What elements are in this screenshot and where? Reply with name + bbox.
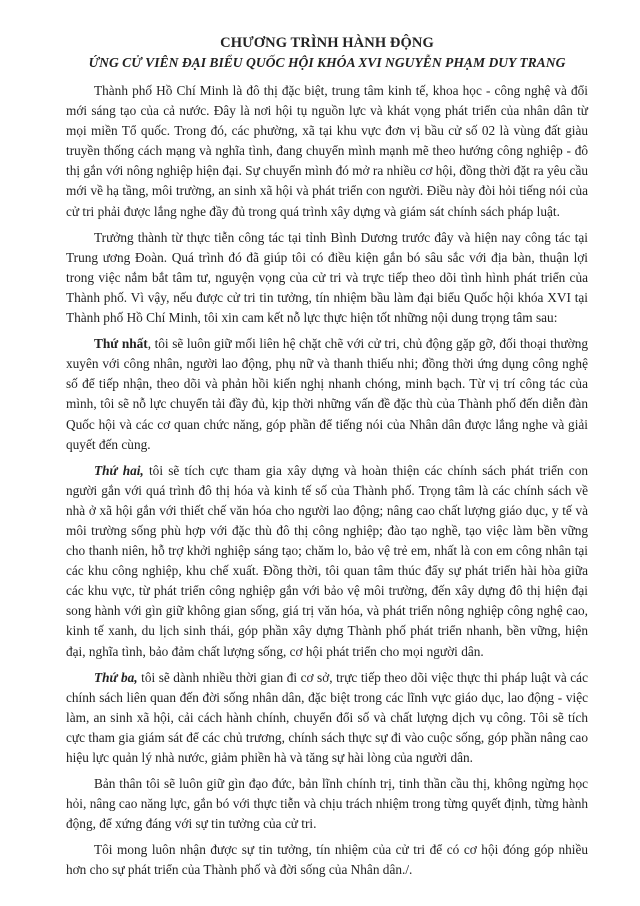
commitment-second-paragraph xyxy=(66,461,588,662)
paragraph-text: tôi sẽ dành nhiều thời gian đi cơ sở, trực tiếp theo dõi việc thực thi pháp luật và các chính sách liên quan đến đời sống nhân dân, đặc biệt trong các lĩnh vực giáo dục, lao động - việc làm, an sinh xã hội, cải cách hành chính, chuyển đổi số và chất lượng dịch vụ công. Tôi sẽ tích cực tham gia giám sát để các chủ trương, chính sách thực sự đi vào cuộc sống, góp phần nâng cao hiệu lực quản lý nhà nước, giảm phiền hà và tăng sự hài lòng của người dân. xyxy=(66,669,588,765)
intro-paragraph xyxy=(66,81,588,222)
paragraph-lead: Thứ hai, xyxy=(94,462,144,478)
paragraph-text: Trưởng thành từ thực tiễn công tác tại tỉnh Bình Dương trước đây và hiện nay công tác tại Trung ương Đoàn. Quá trình đó đã giúp tôi có điều kiện gắn bó sâu sắc với địa bàn, thuận lợi trong việc nắm bắt tâm tư, nguyện vọng của cử tri và trực tiếp theo dõi tình hình phát triển của Thành phố. Vì vậy, nếu được cử tri tin tưởng, tín nhiệm bầu làm đại biểu Quốc hội khóa XVI tại Thành phố Hồ Chí Minh, tôi xin cam kết nỗ lực thực hiện tốt những nội dung trọng tâm sau: xyxy=(66,229,588,326)
paragraph-lead: Thứ ba, xyxy=(94,669,138,685)
personal-pledge-paragraph xyxy=(66,774,588,834)
paragraph-lead: Thứ nhất xyxy=(94,336,148,352)
paragraph-text: Thành phố Hồ Chí Minh là đô thị đặc biệt, trung tâm kinh tế, khoa học - công nghệ và đổi mới sáng tạo của cả nước. Đây là nơi hội tụ nguồn lực và khát vọng phát triển của nhân dân từ mọi miền Tổ quốc. Trong đó, các phường, xã tại khu vực đơn vị bầu cử số 02 là vùng đất giàu truyền thống cách mạng và nghĩa tình, đang chuyển mình mạnh mẽ theo hướng công nghiệp - đô thị gắn với nông nghiệp hiện đại. Sự chuyển mình đó mở ra nhiều cơ hội, đồng thời đặt ra yêu cầu mới về hạ tầng, môi trường, an sinh xã hội và phát triển con người. Điều này đòi hỏi tiếng nói của cử tri phải được lắng nghe đầy đủ trong quá trình xây dựng và giám sát chính sách pháp luật. xyxy=(66,83,588,219)
document-title: CHƯƠNG TRÌNH HÀNH ĐỘNG xyxy=(220,35,434,51)
paragraph-text: tôi sẽ tích cực tham gia xây dựng và hoàn thiện các chính sách phát triển con người gắn với quá trình đô thị hóa và kinh tế số của Thành phố. Trọng tâm là các chính sách về nhà ở xã hội gắn với thiết chế văn hóa cho người lao động; nâng cao chất lượng giáo dục, y tế và môi trường sống phù hợp với đặc thù đô thị công nghiệp; đào tạo nghề, tạo việc làm bền vững cho thanh niên, hỗ trợ khởi nghiệp sáng tạo; chăm lo, bảo vệ trẻ em, nhất là con em công nhân tại các khu công nghiệp, khu chế xuất. Đồng thời, tôi quan tâm thúc đẩy sự phát triển hài hòa giữa các khu vực, từ phát triển công nghiệp gắn với bảo vệ môi trường, đến xây dựng đô thị hiện đại song hành với gìn giữ không gian sống, giá trị văn hóa, và phát triển nông nghiệp công nghệ cao, kinh tế xanh, du lịch sinh thái, góp phần xây dựng Thành phố phát triển nhanh, bền vững, hiện đại, nghĩa tình, bảo đảm chất lượng sống, cơ hội phát triển cho mọi người dân. xyxy=(66,462,588,659)
background-paragraph xyxy=(66,228,588,328)
paragraph-text: Tôi mong luôn nhận được sự tin tưởng, tín nhiệm của cử tri để có cơ hội đóng góp nhiều hơn cho sự phát triển của Thành phố và đời sống của Nhân dân./. xyxy=(66,842,588,878)
document-subtitle: ỨNG CỬ VIÊN ĐẠI BIỂU QUỐC HỘI KHÓA XVI NGUYỄN PHẠM DUY TRANG xyxy=(88,55,566,70)
commitment-first-paragraph xyxy=(66,334,588,455)
closing-paragraph xyxy=(66,840,588,880)
paragraph-text: , tôi sẽ luôn giữ mối liên hệ chặt chẽ với cử tri, chủ động gặp gỡ, đối thoại thường xuyên với công nhân, người lao động, phụ nữ và thanh thiếu nhi; đồng thời ứng dụng công nghệ số để tiếp nhận, theo dõi và phản hồi kiến nghị nhanh chóng, minh bạch. Từ vị trí công tác của mình, tôi sẽ nỗ lực chuyển tải đầy đủ, kịp thời những vấn đề đặc thù của Thành phố đến diễn đàn Quốc hội và các cơ quan chức năng, góp phần để tiếng nói của Nhân dân được lắng nghe và giải quyết đến cùng. xyxy=(66,336,588,452)
commitment-third-paragraph xyxy=(66,668,588,768)
paragraph-text: Bản thân tôi sẽ luôn giữ gìn đạo đức, bản lĩnh chính trị, tinh thần cầu thị, không ngừng học hỏi, nâng cao năng lực, gắn bó với thực tiễn và chịu trách nhiệm trong từng quyết định, từng hành động, để xứng đáng với sự tin tưởng của cử tri. xyxy=(66,776,588,832)
